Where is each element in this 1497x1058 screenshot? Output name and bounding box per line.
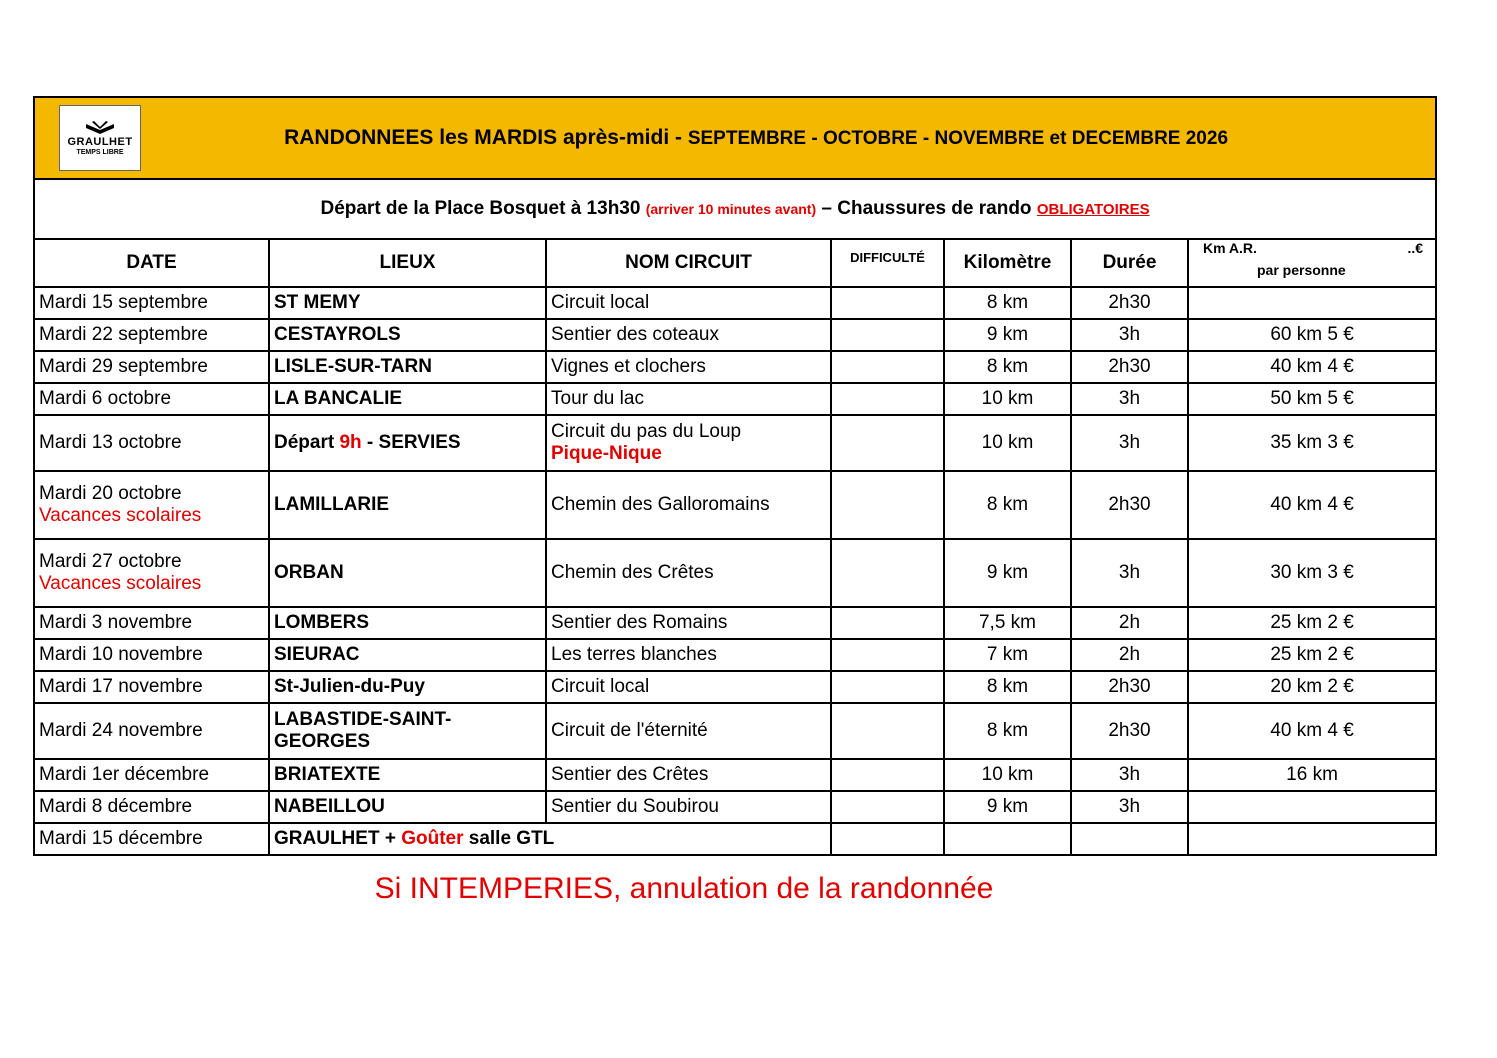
cell-date: Mardi 29 septembre: [34, 351, 269, 383]
cell-nom: [546, 415, 831, 471]
cell-nom: Sentier des Romains: [546, 607, 831, 639]
title-part-1: RANDONNEES les MARDIS après-midi -: [284, 126, 688, 149]
cell-nom: Sentier du Soubirou: [546, 791, 831, 823]
cell-duree: 3h: [1071, 791, 1188, 823]
cell-date: Mardi 22 septembre: [34, 319, 269, 351]
cell-nom: Chemin des Galloromains: [546, 471, 831, 539]
cell-difficulte: [831, 607, 944, 639]
cell-difficulte: [831, 539, 944, 607]
cell-difficulte: [831, 471, 944, 539]
logo-name: GRAULHET: [67, 136, 133, 148]
date-line-1: Mardi 20 octobre: [39, 483, 182, 504]
header-difficulte: DIFFICULTÉ: [831, 239, 944, 287]
cell-nom: Vignes et clochers: [546, 351, 831, 383]
cell-difficulte: [831, 351, 944, 383]
cell-date: Mardi 8 décembre: [34, 791, 269, 823]
header-date: DATE: [34, 239, 269, 287]
cell-nom: Les terres blanches: [546, 639, 831, 671]
subtitle-mandatory: OBLIGATOIRES: [1036, 201, 1150, 218]
cell-km: 10 km: [944, 759, 1071, 791]
lieu-line-1: LABASTIDE-SAINT-: [274, 709, 452, 730]
cell-duree: 3h: [1071, 759, 1188, 791]
header-km-ar: [1188, 239, 1436, 287]
lieu-prefix: GRAULHET +: [274, 828, 402, 849]
cell-km-ar: 16 km: [1188, 759, 1436, 791]
cell-lieu: LOMBERS: [269, 607, 546, 639]
subtitle-text-1: Départ de la Place Bosquet à 13h30: [320, 198, 646, 219]
cell-lieu: ORBAN: [269, 539, 546, 607]
cell-km: 8 km: [944, 351, 1071, 383]
cell-km: 9 km: [944, 791, 1071, 823]
cell-km: 8 km: [944, 471, 1071, 539]
title-part-2: SEPTEMBRE - OCTOBRE - NOVEMBRE et DECEMBRE 2026: [687, 128, 1229, 149]
cell-difficulte: [831, 287, 944, 319]
nom-line-1: Circuit du pas du Loup: [551, 421, 742, 442]
table-row: [34, 791, 1436, 823]
cell-difficulte: [831, 319, 944, 351]
cell-km: 8 km: [944, 287, 1071, 319]
date-line-1: Mardi 27 octobre: [39, 551, 182, 572]
table-row: [34, 319, 1436, 351]
cell-nom: Sentier des Crêtes: [546, 759, 831, 791]
table-row: [34, 539, 1436, 607]
table-row: [34, 351, 1436, 383]
cell-date: Mardi 24 novembre: [34, 703, 269, 759]
cell-duree: 2h: [1071, 607, 1188, 639]
cell-km: 8 km: [944, 671, 1071, 703]
cell-nom: Circuit de l'éternité: [546, 703, 831, 759]
cell-lieu: LA BANCALIE: [269, 383, 546, 415]
lieu-snack: Goûter: [401, 828, 464, 849]
cell-duree: 2h30: [1071, 351, 1188, 383]
header-lieux: LIEUX: [269, 239, 546, 287]
header-kilometre: Kilomètre: [944, 239, 1071, 287]
cell-date: Mardi 15 décembre: [34, 823, 269, 855]
lieu-suffix: - SERVIES: [361, 432, 461, 453]
cell-date: [34, 539, 269, 607]
header-km-ar-label: Km A.R.: [1203, 240, 1257, 256]
cell-duree: 2h30: [1071, 471, 1188, 539]
table-row: [34, 703, 1436, 759]
cell-km-ar: 40 km 4 €: [1188, 471, 1436, 539]
table-row: [34, 471, 1436, 539]
table-row: [34, 287, 1436, 319]
cell-km-ar: [1188, 823, 1436, 855]
table-row: [34, 671, 1436, 703]
subtitle-text-3: – Chaussures de rando: [816, 198, 1037, 219]
cell-km-ar: 25 km 2 €: [1188, 607, 1436, 639]
cell-km-ar: 20 km 2 €: [1188, 671, 1436, 703]
cell-km-ar: 40 km 4 €: [1188, 703, 1436, 759]
table-row: [34, 415, 1436, 471]
cell-lieu: LAMILLARIE: [269, 471, 546, 539]
cell-duree: 2h: [1071, 639, 1188, 671]
page-title: [141, 126, 1431, 150]
cell-nom: Circuit local: [546, 671, 831, 703]
lieu-prefix: Départ: [274, 432, 340, 453]
cell-km-ar: 50 km 5 €: [1188, 383, 1436, 415]
cell-lieu: SIEURAC: [269, 639, 546, 671]
cell-date: [34, 471, 269, 539]
cell-difficulte: [831, 415, 944, 471]
cell-lieu: [269, 823, 831, 855]
lieu-time: 9h: [339, 432, 362, 453]
lieu-suffix: salle GTL: [463, 828, 555, 849]
cell-lieu: ST MEMY: [269, 287, 546, 319]
cell-date: Mardi 6 octobre: [34, 383, 269, 415]
cell-lieu: St-Julien-du-Puy: [269, 671, 546, 703]
cell-nom: Chemin des Crêtes: [546, 539, 831, 607]
cell-km: 9 km: [944, 539, 1071, 607]
cell-duree: 2h30: [1071, 703, 1188, 759]
weather-notice: [33, 872, 1435, 906]
cell-lieu: BRIATEXTE: [269, 759, 546, 791]
cell-date: Mardi 3 novembre: [34, 607, 269, 639]
cell-nom: Sentier des coteaux: [546, 319, 831, 351]
cell-difficulte: [831, 703, 944, 759]
cell-difficulte: [831, 639, 944, 671]
cell-km: 7,5 km: [944, 607, 1071, 639]
cell-km-ar: 25 km 2 €: [1188, 639, 1436, 671]
cell-nom: Tour du lac: [546, 383, 831, 415]
date-holiday: Vacances scolaires: [39, 505, 202, 526]
header-euro-label: ..€: [1407, 240, 1424, 256]
cell-duree: 2h30: [1071, 671, 1188, 703]
cell-km: [944, 823, 1071, 855]
header-row: [34, 239, 1436, 287]
cell-difficulte: [831, 823, 944, 855]
graulhet-logo: [59, 105, 141, 171]
cell-lieu: NABEILLOU: [269, 791, 546, 823]
cell-nom: Circuit local: [546, 287, 831, 319]
cell-duree: 3h: [1071, 539, 1188, 607]
logo-tagline: TEMPS LIBRE: [76, 149, 124, 156]
subtitle-note: (arriver 10 minutes avant): [645, 201, 817, 217]
cell-km-ar: 35 km 3 €: [1188, 415, 1436, 471]
cell-date: Mardi 17 novembre: [34, 671, 269, 703]
cell-lieu: [269, 415, 546, 471]
table-row: [34, 383, 1436, 415]
schedule-sheet: [33, 96, 1435, 856]
cell-date: Mardi 1er décembre: [34, 759, 269, 791]
cell-duree: 3h: [1071, 319, 1188, 351]
cell-lieu: [269, 703, 546, 759]
title-row: [34, 97, 1436, 179]
table-row: [34, 823, 1436, 855]
nom-picnic: Pique-Nique: [551, 443, 662, 464]
weather-notice-text: Si INTEMPERIES, annulation de la randonnée: [374, 872, 994, 905]
cell-duree: 2h30: [1071, 287, 1188, 319]
cell-km-ar: 60 km 5 €: [1188, 319, 1436, 351]
cell-lieu: LISLE-SUR-TARN: [269, 351, 546, 383]
cell-km: 10 km: [944, 383, 1071, 415]
cell-duree: [1071, 823, 1188, 855]
cell-difficulte: [831, 671, 944, 703]
table-row: [34, 759, 1436, 791]
cell-km: 8 km: [944, 703, 1071, 759]
lieu-line-2: GEORGES: [274, 731, 371, 752]
cell-km-ar: 40 km 4 €: [1188, 351, 1436, 383]
header-nom-circuit: NOM CIRCUIT: [546, 239, 831, 287]
cell-km: 9 km: [944, 319, 1071, 351]
subtitle-row: [34, 179, 1436, 239]
header-per-person-label: par personne: [1257, 262, 1346, 278]
cell-km: 7 km: [944, 639, 1071, 671]
cell-difficulte: [831, 791, 944, 823]
cell-km-ar: [1188, 287, 1436, 319]
cell-difficulte: [831, 383, 944, 415]
cell-difficulte: [831, 759, 944, 791]
cell-km: 10 km: [944, 415, 1071, 471]
table-row: [34, 607, 1436, 639]
header-duree: Durée: [1071, 239, 1188, 287]
cell-date: Mardi 15 septembre: [34, 287, 269, 319]
cell-km-ar: [1188, 791, 1436, 823]
cell-duree: 3h: [1071, 383, 1188, 415]
book-icon: [80, 120, 120, 136]
cell-km-ar: 30 km 3 €: [1188, 539, 1436, 607]
cell-lieu: CESTAYROLS: [269, 319, 546, 351]
cell-date: Mardi 10 novembre: [34, 639, 269, 671]
schedule-table: [33, 96, 1437, 856]
table-row: [34, 639, 1436, 671]
date-holiday: Vacances scolaires: [39, 573, 202, 594]
cell-date: Mardi 13 octobre: [34, 415, 269, 471]
cell-duree: 3h: [1071, 415, 1188, 471]
